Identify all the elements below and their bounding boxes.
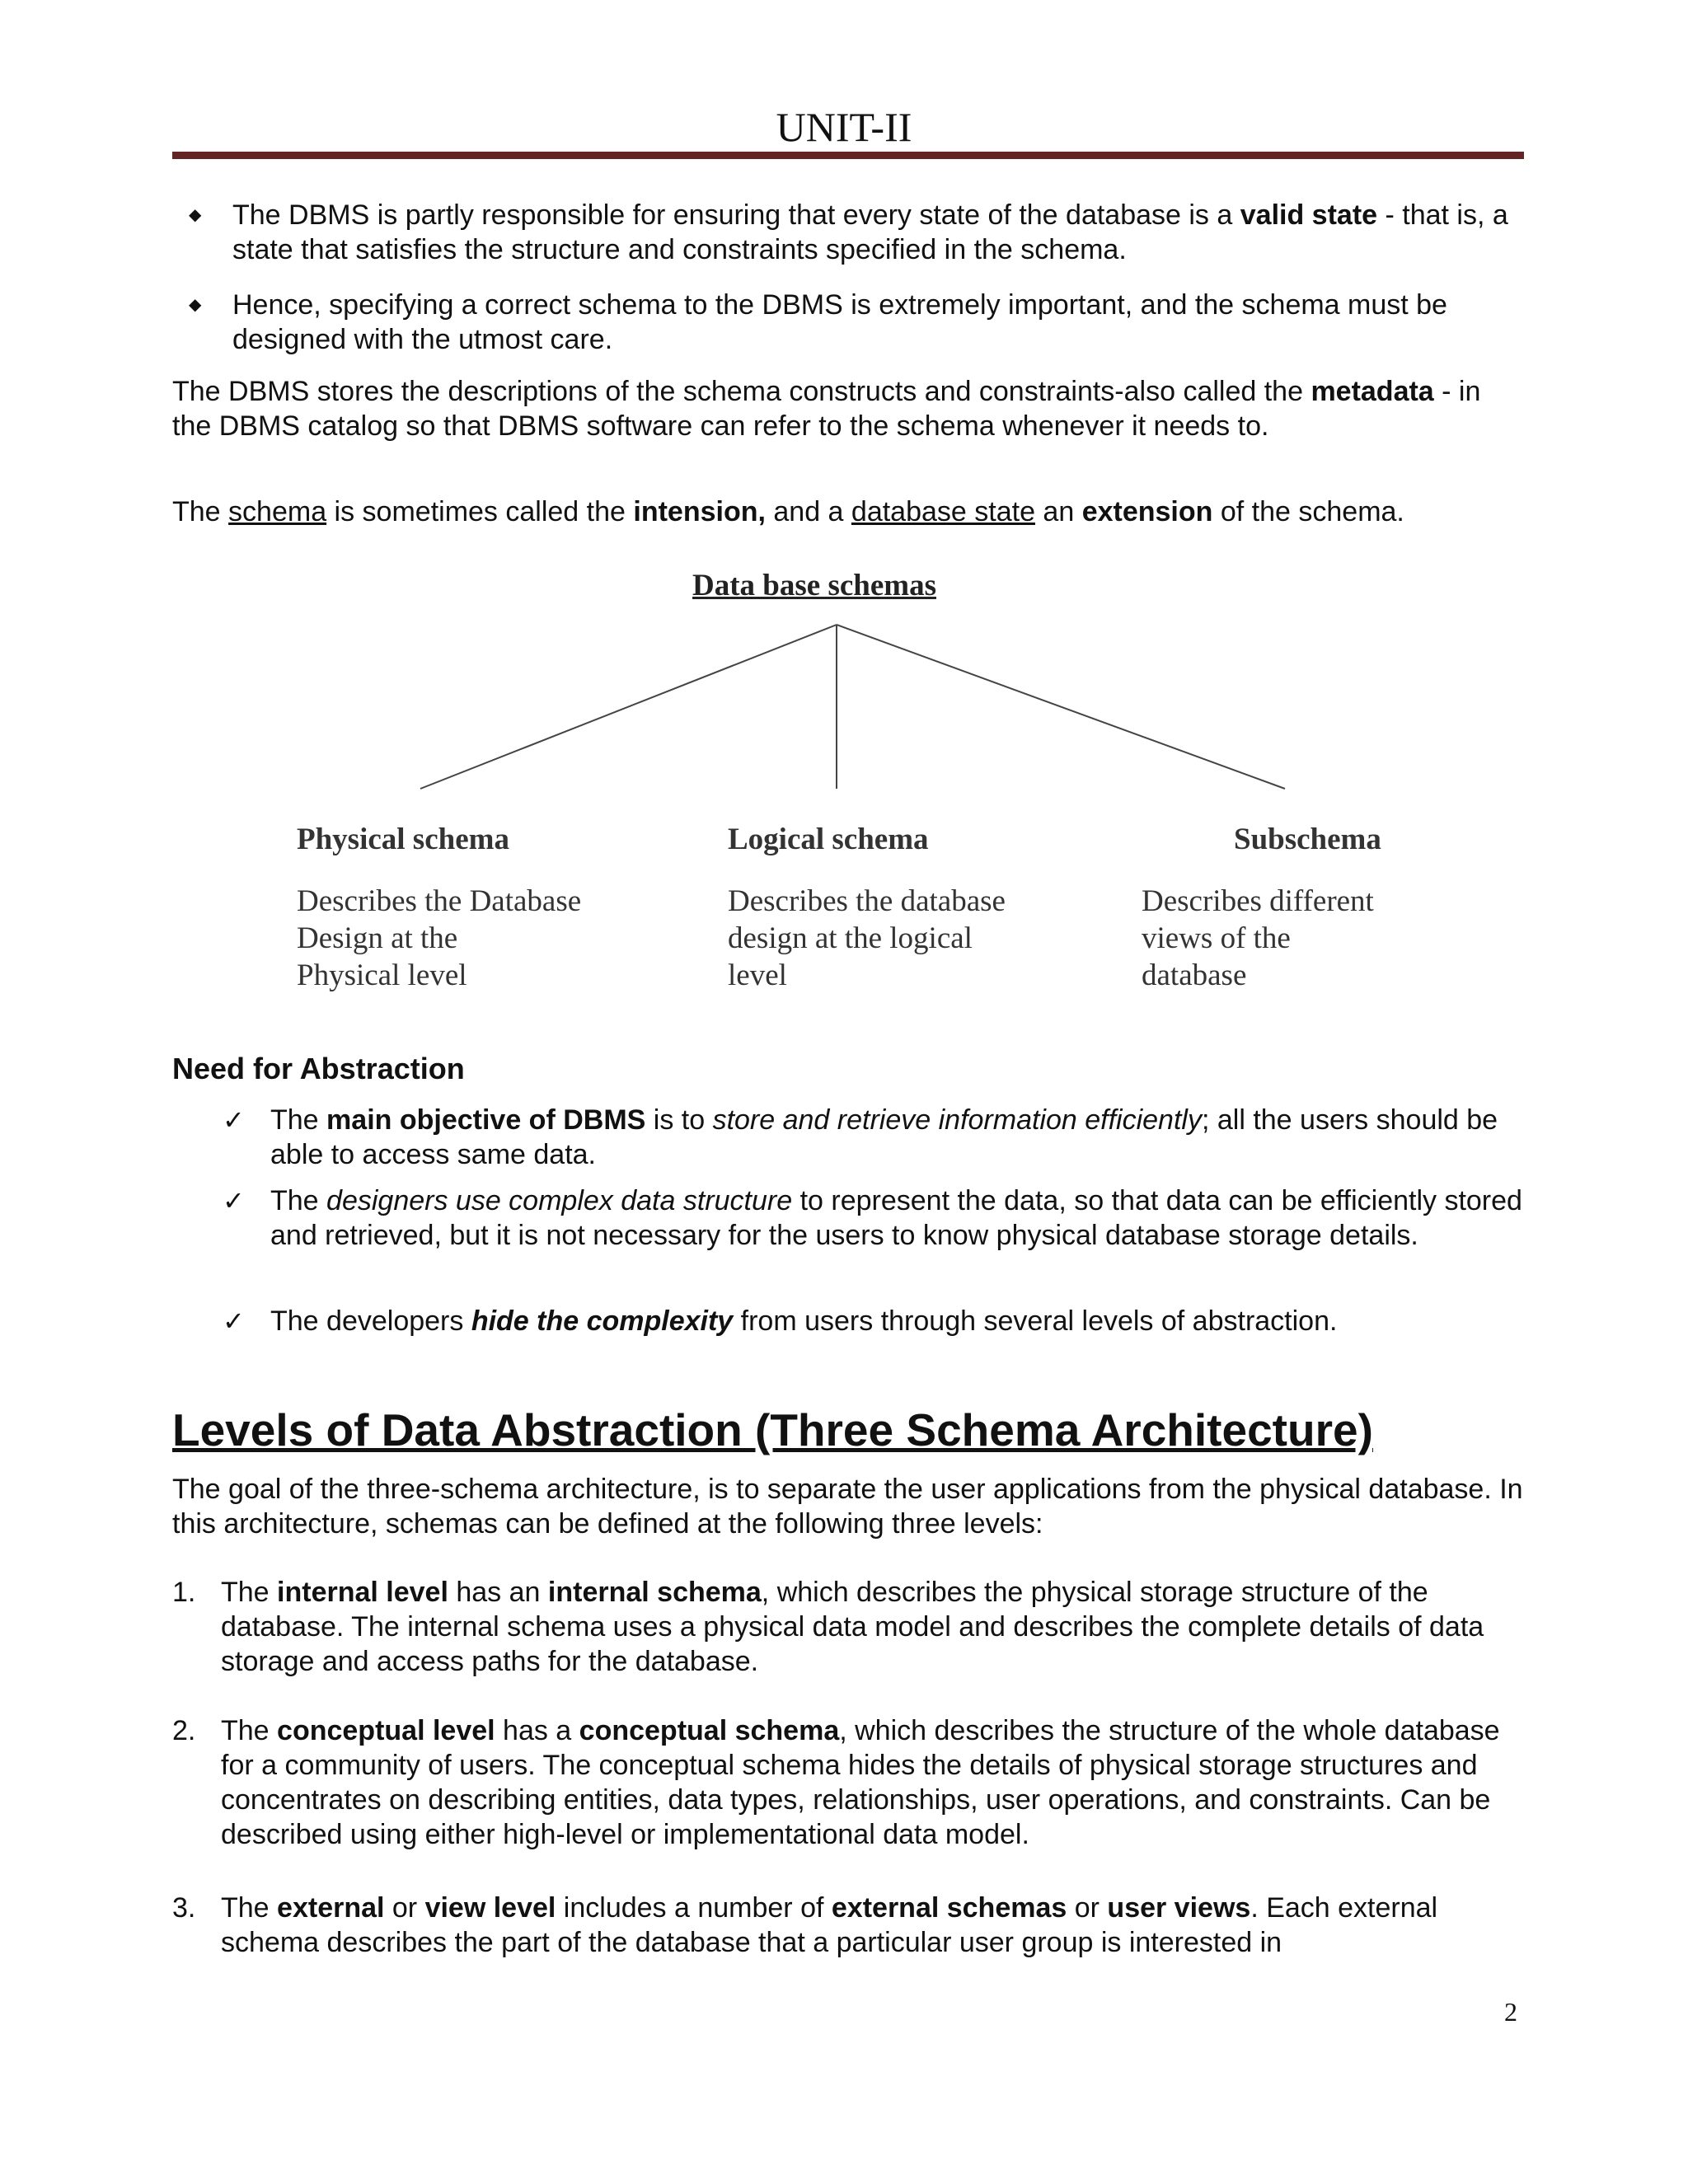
page-number: 2 [1504, 1997, 1517, 2027]
levels-intro: The goal of the three-schema architecture, is to separate the user applications from the physical database. In this architecture, schemas can be defined at the following three levels: [172, 1474, 1523, 1540]
level-item-internal: The internal level has an internal schema, which describes the physical storage structure of the database. The internal schema uses a physical data model and describes the complete details of data storage and access paths for the database. [221, 1577, 1484, 1677]
bullet-icon: ◆ [189, 296, 202, 314]
check-icon: ✓ [223, 1186, 245, 1216]
diagram-title: Data base schemas [692, 569, 936, 602]
level-item-external: The external or view level includes a number of external schemas or user views. Each external schema describes the part of the database that a particular user group is interested in [221, 1892, 1438, 1958]
node-subschema: Subschema [1234, 823, 1381, 856]
list-number: 3. [172, 1892, 196, 1924]
levels-heading: Levels of Data Abstraction (Three Schema Architecture) [172, 1404, 1373, 1455]
schema-tree-lines [0, 0, 1688, 824]
bullet-icon: ◆ [189, 206, 202, 224]
node-physical-schema: Physical schema [297, 823, 509, 856]
intension-paragraph: The schema is sometimes called the intension, and a database state an extension of the schema. [172, 496, 1404, 527]
abstraction-item: The developers hide the complexity from users through several levels of abstraction. [270, 1305, 1338, 1337]
node-logical-schema: Logical schema [728, 823, 929, 856]
abstraction-item: The designers use complex data structure to represent the data, so that data can be efficiently stored and retrieved, but it is not necessary for the users to know physical database storage details. [270, 1185, 1522, 1251]
metadata-paragraph: The DBMS stores the descriptions of the schema constructs and constraints-also called the metadata - in the DBMS catalog so that DBMS software can refer to the schema whenever it needs to. [172, 376, 1481, 442]
tree-line-subschema [837, 625, 1285, 789]
list-number: 1. [172, 1577, 196, 1608]
list-number: 2. [172, 1715, 196, 1746]
tree-line-physical [420, 625, 837, 789]
check-icon: ✓ [223, 1306, 245, 1336]
node-logical-desc: Describes the database design at the logical level [728, 884, 1006, 992]
level-item-conceptual: The conceptual level has a conceptual schema, which describes the structure of the whole database for a community of users. The conceptual schema hides the details of physical storage structures and concentrates on describing entities, data types, relationships, user operations, and constraints. Can be described using either high-level or implementational data model. [221, 1715, 1500, 1850]
bullet-valid-state: The DBMS is partly responsible for ensuring that every state of the database is a valid state - that is, a state that satisfies the structure and constraints specified in the schema. [232, 199, 1508, 265]
abstraction-item: The main objective of DBMS is to store and retrieve information efficiently; all the users should be able to access same data. [270, 1104, 1498, 1170]
bullet-correct-schema: Hence, specifying a correct schema to the DBMS is extremely important, and the schema must be designed with the utmost care. [232, 289, 1447, 355]
node-physical-desc: Describes the Database Design at the Physical level [297, 884, 582, 992]
node-subschema-desc: Describes different views of the database [1142, 884, 1374, 992]
page-header-title: UNIT-II [776, 104, 912, 150]
abstraction-heading: Need for Abstraction [172, 1052, 465, 1085]
check-icon: ✓ [223, 1105, 245, 1135]
